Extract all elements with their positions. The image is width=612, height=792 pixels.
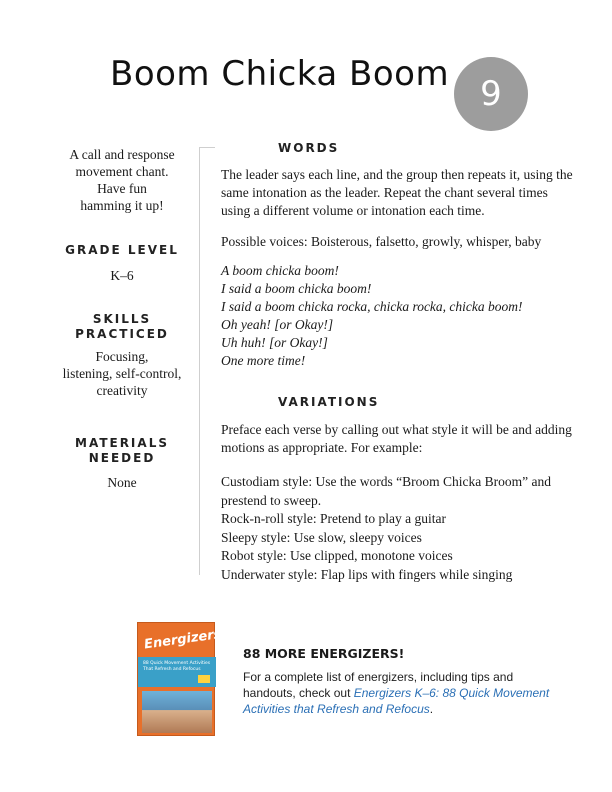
variation-item: Underwater style: Flap lips with fingers while singing xyxy=(221,566,513,582)
skills-heading-line: SKILLS xyxy=(92,312,152,326)
promo-body: For a complete list of energizers, including tips and handouts, check out xyxy=(243,670,514,700)
column-divider-tick xyxy=(199,147,215,148)
activity-number: 9 xyxy=(480,74,502,114)
variations-intro: Preface each verse by calling out what style it will be and adding motions as appropriate. For example: xyxy=(221,422,572,455)
promo-box xyxy=(243,646,563,717)
variation-item: Robot style: Use clipped, monotone voices xyxy=(221,548,453,563)
skills-line: listening, self-control, xyxy=(62,366,182,381)
activity-number-badge xyxy=(454,57,528,131)
voices-text: Possible voices: Boisterous, falsetto, growly, whisper, baby xyxy=(221,234,542,249)
chant-block xyxy=(221,262,576,370)
chant-line: One more time! xyxy=(221,353,306,368)
materials-heading-line: MATERIALS xyxy=(75,436,169,450)
variation-item: Sleepy style: Use slow, sleepy voices xyxy=(221,529,422,545)
promo-heading: 88 MORE ENERGIZERS! xyxy=(243,646,405,661)
variation-item: Custodiam style: Use the words “Broom Chicka Broom” and xyxy=(221,474,551,489)
variation-item: Rock-n-roll style: Pretend to play a guitar xyxy=(221,511,446,526)
variations-heading: VARIATIONS xyxy=(278,395,380,409)
words-heading: WORDS xyxy=(278,141,340,155)
promo-text xyxy=(243,669,563,717)
chant-line: A boom chicka boom! xyxy=(221,263,339,278)
intro-line: hamming it up! xyxy=(80,198,164,213)
book-cover-photo xyxy=(142,691,212,733)
book-cover-subtitle: 88 Quick Movement Activities That Refresh and Refocus xyxy=(143,661,211,672)
materials-heading-line: NEEDED xyxy=(88,451,156,465)
book-cover-grade-badge xyxy=(198,675,210,683)
skills-value xyxy=(52,348,192,399)
skills-line: creativity xyxy=(96,383,148,398)
sidebar-intro xyxy=(52,146,192,214)
variations-list xyxy=(221,473,576,584)
book-link[interactable]: Energizers K–6: 88 Quick Movement Activities that Refresh and Refocus xyxy=(243,686,550,716)
skills-heading-line: PRACTICED xyxy=(75,327,169,341)
intro-line: movement chant. xyxy=(75,164,169,179)
chant-line: I said a boom chicka rocka, chicka rocka, chicka boom! xyxy=(221,299,523,314)
grade-level-value: K–6 xyxy=(110,268,134,283)
skills-heading xyxy=(52,312,192,342)
intro-line: Have fun xyxy=(97,181,147,196)
chant-line: Uh huh! [or Okay!] xyxy=(221,335,328,350)
book-cover-image xyxy=(137,622,229,736)
book-cover-title: Energizers! xyxy=(143,626,229,653)
variation-item: prestend to sweep. xyxy=(221,492,322,508)
materials-value: None xyxy=(107,475,137,490)
words-intro: The leader says each line, and the group then repeats it, using the same intonation as the leader. Repeat the chant several times using a different volume or intonation each time. xyxy=(221,167,573,218)
chant-line: Oh yeah! [or Okay!] xyxy=(221,317,334,332)
grade-level-heading: GRADE LEVEL xyxy=(65,243,179,257)
promo-end: . xyxy=(429,702,434,716)
page-title: Boom Chicka Boom xyxy=(110,54,450,94)
materials-heading xyxy=(52,436,192,466)
skills-line: Focusing, xyxy=(95,349,149,364)
chant-line: I said a boom chicka boom! xyxy=(221,281,372,296)
column-divider xyxy=(199,147,200,575)
sidebar xyxy=(52,146,192,491)
intro-line: A call and response xyxy=(69,147,175,162)
